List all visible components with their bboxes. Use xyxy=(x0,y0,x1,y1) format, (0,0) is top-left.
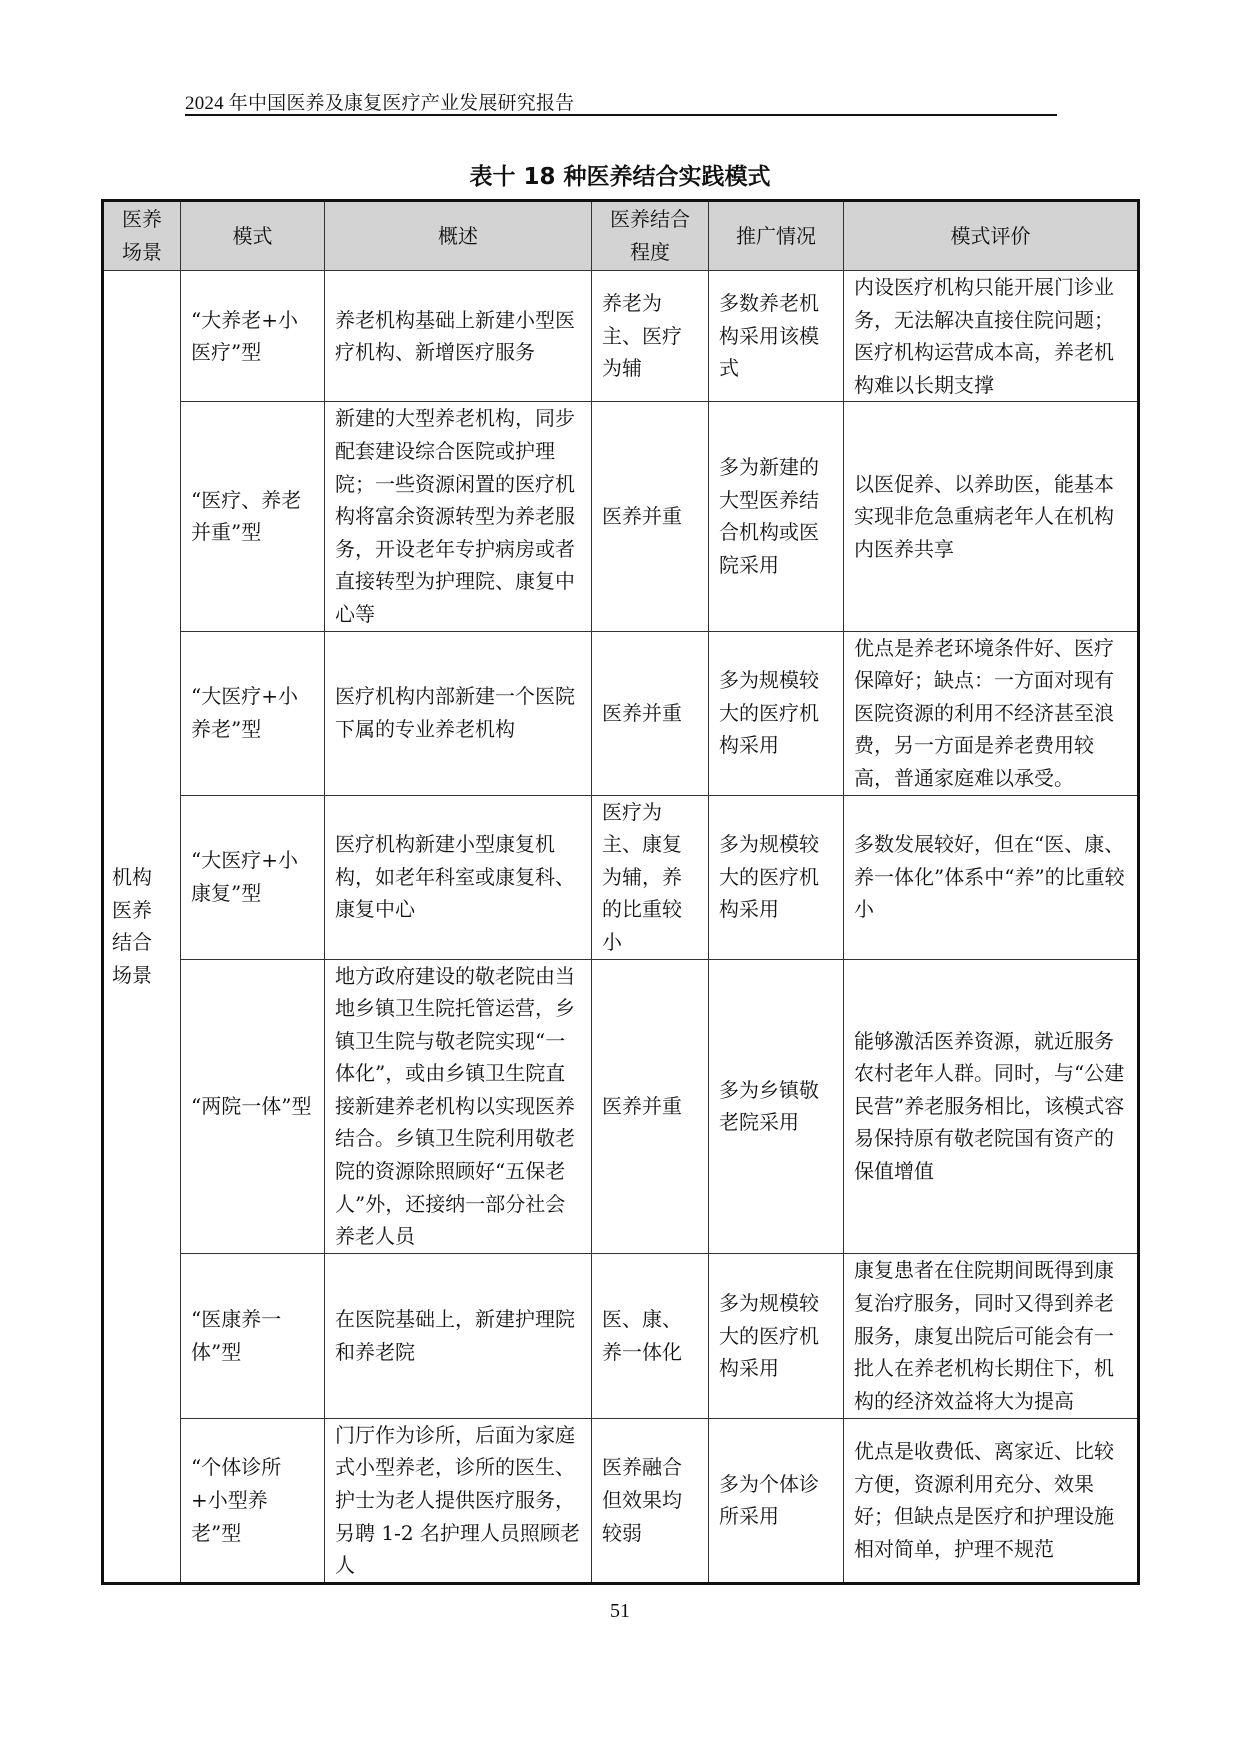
evaluation-cell: 能够激活医养资源，就近服务农村老年人群。同时，与“公建民营”养老服务相比，该模式容易保持原有敬老院国有资产的保值增值 xyxy=(844,959,1139,1253)
degree-cell: 医养并重 xyxy=(592,402,709,631)
table-row xyxy=(103,959,1139,1253)
table-header-row xyxy=(103,201,1139,271)
promotion-cell: 多为个体诊所采用 xyxy=(709,1418,844,1583)
evaluation-cell: 多数发展较好，但在“医、康、养一体化”体系中“养”的比重较小 xyxy=(844,795,1139,959)
mode-cell: “个体诊所+小型养老”型 xyxy=(181,1418,325,1583)
promotion-cell: 多数养老机构采用该模式 xyxy=(709,271,844,402)
table-title: 表十 18 种医养结合实践模式 xyxy=(469,164,771,190)
overview-cell: 地方政府建设的敬老院由当地乡镇卫生院托管运营，乡镇卫生院与敬老院实现“一体化”，或由乡镇卫生院直接新建养老机构以实现医养结合。乡镇卫生院利用敬老院的资源除照顾好“五保老人”外，还接纳一部分社会养老人员 xyxy=(325,959,592,1253)
column-header-overview: 概述 xyxy=(325,201,592,271)
column-header-mode: 模式 xyxy=(181,201,325,271)
degree-cell: 医养并重 xyxy=(592,631,709,795)
overview-cell: 医疗机构新建小型康复机构，如老年科室或康复科、康复中心 xyxy=(325,795,592,959)
scene-line: 机构 xyxy=(112,865,152,890)
mode-cell: “大医疗+小养老”型 xyxy=(181,631,325,795)
column-header-degree-line: 程度 xyxy=(630,240,670,264)
table-row xyxy=(103,631,1139,795)
overview-cell: 在医院基础上，新建护理院和养老院 xyxy=(325,1253,592,1418)
evaluation-cell: 以医促养、以养助医，能基本实现非危急重病老年人在机构内医养共享 xyxy=(844,402,1139,631)
evaluation-cell: 内设医疗机构只能开展门诊业务，无法解决直接住院问题；医疗机构运营成本高，养老机构难以长期支撑 xyxy=(844,271,1139,402)
table-row xyxy=(103,271,1139,402)
evaluation-cell: 优点是养老环境条件好、医疗保障好；缺点：一方面对现有医院资源的利用不经济甚至浪费，另一方面是养老费用较高，普通家庭难以承受。 xyxy=(844,631,1139,795)
table-row xyxy=(103,795,1139,959)
promotion-cell: 多为乡镇敬老院采用 xyxy=(709,959,844,1253)
overview-cell: 新建的大型养老机构，同步配套建设综合医院或护理院；一些资源闲置的医疗机构将富余资源转型为养老服务，开设老年专护病房或者直接转型为护理院、康复中心等 xyxy=(325,402,592,631)
scene-line: 场景 xyxy=(112,963,152,987)
column-header-degree-line: 医养结合 xyxy=(610,207,690,232)
evaluation-cell: 优点是收费低、离家近、比较方便，资源利用充分、效果好；但缺点是医疗和护理设施相对简单，护理不规范 xyxy=(844,1418,1139,1583)
column-header-degree xyxy=(592,201,709,271)
scene-line: 医养 xyxy=(112,897,152,922)
overview-cell: 养老机构基础上新建小型医疗机构、新增医疗服务 xyxy=(325,271,592,402)
scene-cell xyxy=(103,271,181,1584)
column-header-scene-line: 医养 xyxy=(122,207,162,232)
mode-cell: “大养老+小医疗”型 xyxy=(181,271,325,402)
overview-cell: 医疗机构内部新建一个医院下属的专业养老机构 xyxy=(325,631,592,795)
column-header-evaluation: 模式评价 xyxy=(844,201,1139,271)
practice-modes-table xyxy=(101,199,1140,1585)
table-row xyxy=(103,1253,1139,1418)
table-row xyxy=(103,1418,1139,1583)
mode-cell: “大医疗+小康复”型 xyxy=(181,795,325,959)
degree-cell: 医养融合但效果均较弱 xyxy=(592,1418,709,1583)
degree-cell: 医、康、养一体化 xyxy=(592,1253,709,1418)
promotion-cell: 多为规模较大的医疗机构采用 xyxy=(709,631,844,795)
mode-cell: “两院一体”型 xyxy=(181,959,325,1253)
column-header-scene xyxy=(103,201,181,271)
scene-line: 结合 xyxy=(112,930,152,955)
promotion-cell: 多为规模较大的医疗机构采用 xyxy=(709,795,844,959)
header-rule xyxy=(185,114,1057,116)
page-number: 51 xyxy=(610,1600,630,1622)
running-header: 2024 年中国医养及康复医疗产业发展研究报告 xyxy=(185,93,575,114)
degree-cell: 养老为主、医疗为辅 xyxy=(592,271,709,402)
degree-cell: 医养并重 xyxy=(592,959,709,1253)
column-header-scene-line: 场景 xyxy=(122,240,162,264)
degree-cell: 医疗为主、康复为辅，养的比重较小 xyxy=(592,795,709,959)
overview-cell: 门厅作为诊所，后面为家庭式小型养老，诊所的医生、护士为老人提供医疗服务，另聘 1-2 名护理人员照顾老人 xyxy=(325,1418,592,1583)
promotion-cell: 多为新建的大型医养结合机构或医院采用 xyxy=(709,402,844,631)
mode-cell: “医疗、养老并重”型 xyxy=(181,402,325,631)
table-row xyxy=(103,402,1139,631)
mode-cell: “医康养一体”型 xyxy=(181,1253,325,1418)
promotion-cell: 多为规模较大的医疗机构采用 xyxy=(709,1253,844,1418)
column-header-promotion: 推广情况 xyxy=(709,201,844,271)
evaluation-cell: 康复患者在住院期间既得到康复治疗服务，同时又得到养老服务，康复出院后可能会有一批人在养老机构长期住下，机构的经济效益将大为提高 xyxy=(844,1253,1139,1418)
